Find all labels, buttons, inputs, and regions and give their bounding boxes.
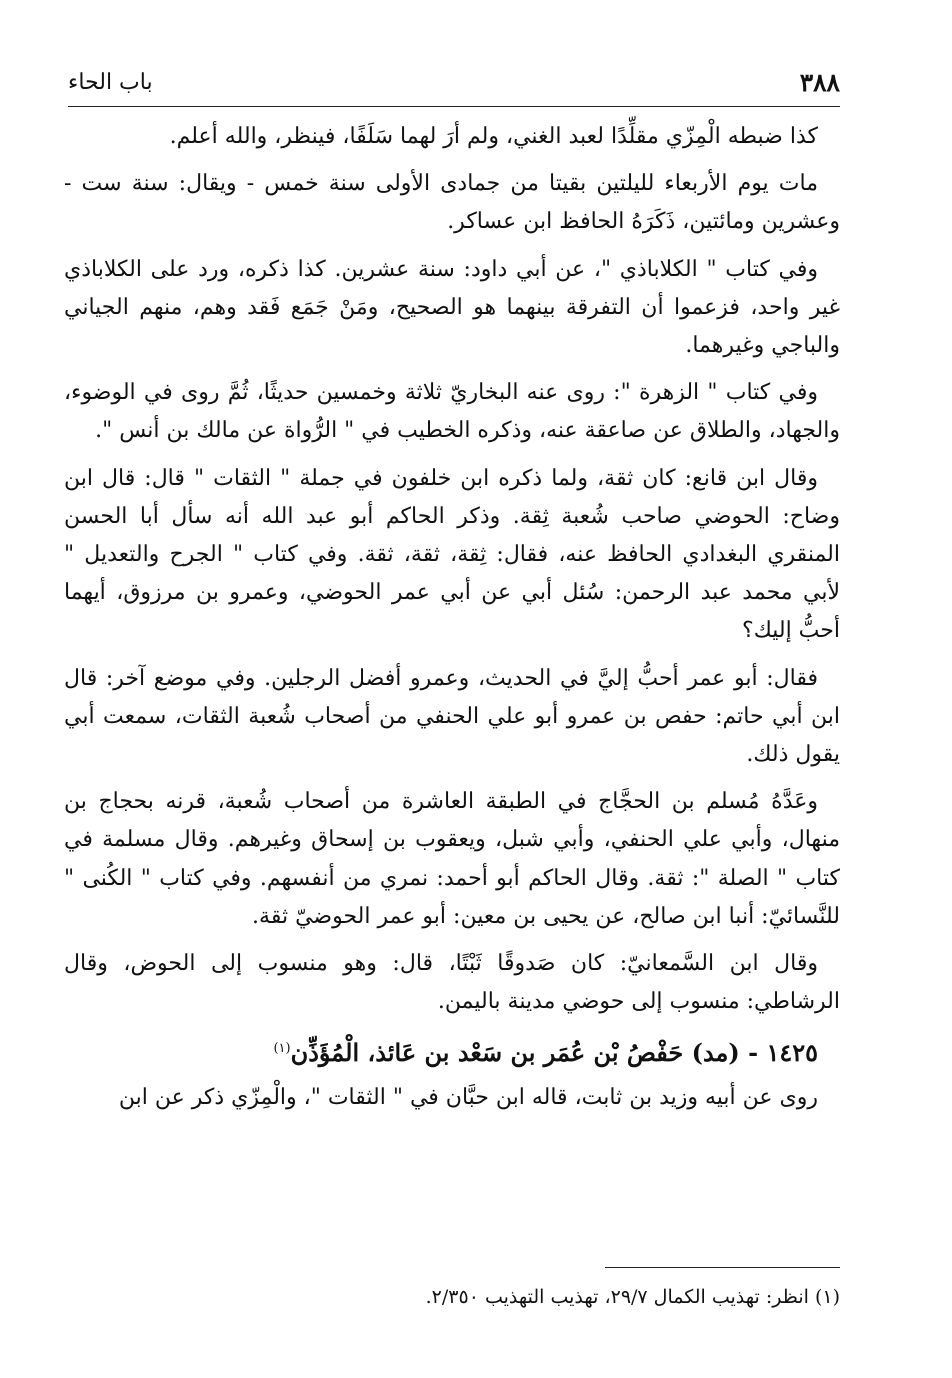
- paragraph: روى عن أبيه وزيد بن ثابت، قاله ابن حبَّان في " الثقات "، والْمِزّي ذكر عن ابن: [118, 1084, 818, 1110]
- main-text: [64, 118, 840, 1126]
- footnote-divider: [605, 1267, 840, 1268]
- paragraph: وقال ابن السَّمعانيّ: كان صَدوقًا ثَبْتًا، قال: وهو منسوب إلى الحوض، وقال الرشاطي: منسوب إلى حوضي مدينة باليمن.: [64, 951, 840, 1015]
- entry-heading-text: ١٤٢٥ - (مد) حَفْصُ بْن عُمَر بن سَعْد بن عَائذ، الْمُؤَذِّن: [290, 1038, 818, 1068]
- footnote: (١) انظر: تهذيب الكمال ٢٩/٧، تهذيب التهذيب ٢/٣٥٠.: [425, 1286, 840, 1308]
- chapter-title: باب الحاء: [68, 70, 153, 95]
- paragraph: مات يوم الأربعاء لليلتين بقيتا من جمادى الأولى سنة خمس - ويقال: سنة ست - وعشرين ومائتين، ذَكَرَهُ الحافظ ابن عساكر.: [64, 171, 840, 235]
- paragraph: وعَدَّهُ مُسلم بن الحجَّاج في الطبقة العاشرة من أصحاب شُعبة، قرنه بحجاج بن منهال، وأبي علي الحنفي، وأبي شبل، ويعقوب بن إسحاق وغيرهم. وقال مسلمة في كتاب " الصلة ": ثقة. وقال الحاكم أبو أحمد: نمري من أنفسهم. وفي كتاب " الكُنى " للنَّسائيّ: أنبا ابن صالح، عن يحيى بن معين: أبو عمر الحوضيّ ثقة.: [64, 789, 840, 929]
- page-header: [68, 66, 840, 107]
- entry-heading: [64, 1030, 840, 1072]
- paragraph: كذا ضبطه الْمِزّي مقلِّدًا لعبد الغني، ولم أرَ لهما سَلَفًا، فينظر، والله أعلم.: [169, 124, 818, 149]
- paragraph: وفي كتاب " الزهرة ": روى عنه البخاريّ ثلاثة وخمسين حديثًا، ثُمَّ روى في الوضوء، والجهاد، والطلاق عن صاعقة عنه، وذكره الخطيب في " الرُّواة عن مالك بن أنس ".: [64, 380, 840, 444]
- paragraph: فقال: أبو عمر أحبُّ إليَّ في الحديث، وعمرو أفضل الرجلين. وفي موضع آخر: قال ابن أبي حاتم: حفص بن عمرو أبو علي الحنفي من أصحاب شُعبة الثقات، سمعت أبي يقول ذلك.: [64, 665, 840, 768]
- footnote-marker: (١): [273, 1041, 291, 1057]
- paragraph: وقال ابن قانع: كان ثقة، ولما ذكره ابن خلفون في جملة " الثقات " قال: قال ابن وضاح: الحوضي صاحب شُعبة ثِقة. وذكر الحاكم أبو عبد الله أنه سأل أبا الحسن المنقري البغدادي الحافظ عنه، فقال: ثِقة، ثقة، ثقة. وفي كتاب " الجرح والتعديل " لأبي محمد عبد الرحمن: سُئل أبي عن أبي عمر الحوضي، وعمرو بن مرزوق، أيهما أحبُّ إليك؟: [64, 465, 840, 644]
- page-number: ٣٨٨: [799, 68, 840, 97]
- paragraph: وفي كتاب " الكلاباذي "، عن أبي داود: سنة عشرين. كذا ذكره، ورد على الكلاباذي غير واحد، فزعموا أن التفرقة بينهما هو الصحيح، ومَنْ جَمَع فَقد وهم، منهم الجياني والباجي وغيرهما.: [64, 256, 840, 359]
